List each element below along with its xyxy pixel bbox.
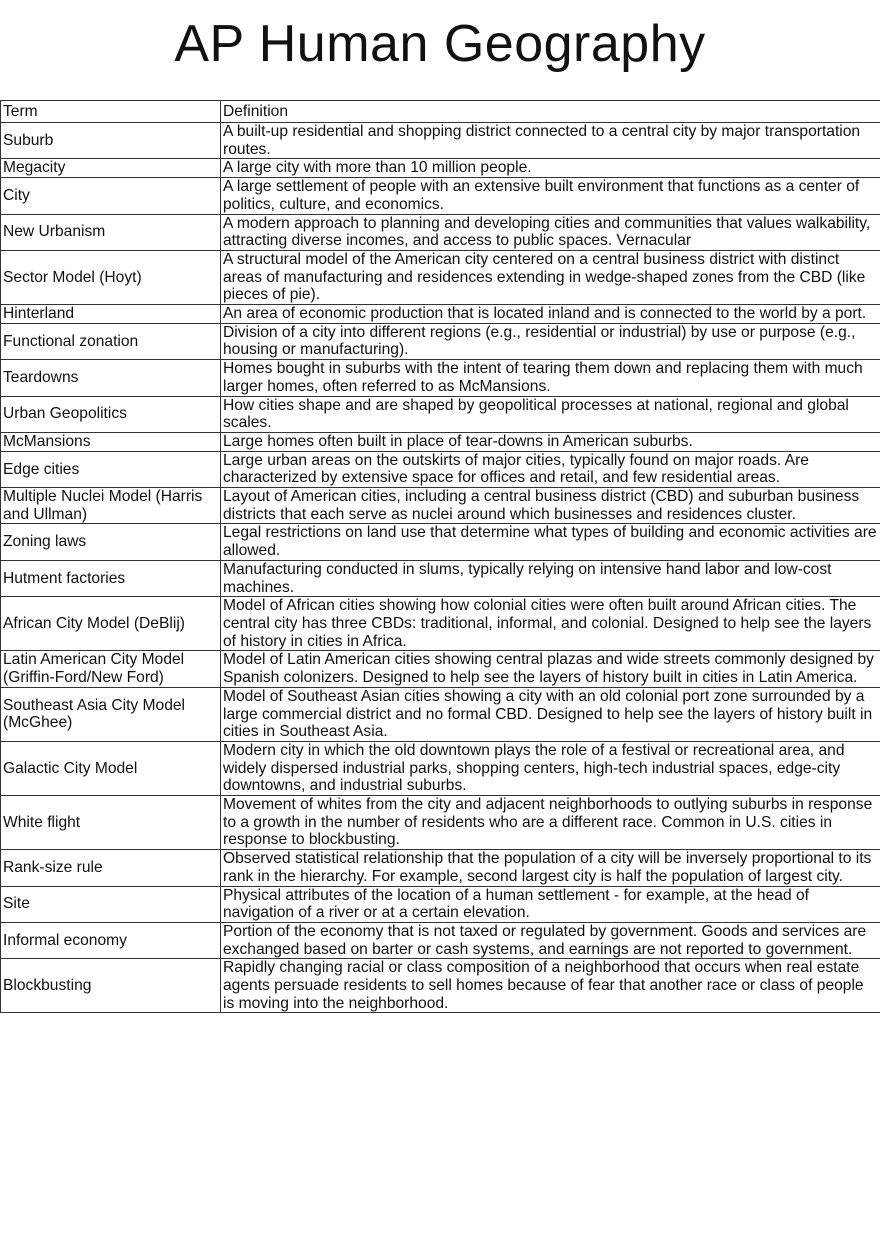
table-row <box>1 305 880 324</box>
table-row <box>1 250 880 304</box>
term-cell: Site <box>1 886 221 922</box>
table-row <box>1 432 880 451</box>
definition-cell: Portion of the economy that is not taxed or regulated by government. Goods and services are exchanged based on barter or cash systems, and earnings are not reported to government. <box>221 922 880 958</box>
term-cell: Urban Geopolitics <box>1 396 221 432</box>
definition-cell: Homes bought in suburbs with the intent of tearing them down and replacing them with much larger homes, often referred to as McMansions. <box>221 360 880 396</box>
table-row <box>1 560 880 596</box>
term-cell: Teardowns <box>1 360 221 396</box>
definition-cell: A modern approach to planning and developing cities and communities that values walkability, attracting diverse incomes, and access to public spaces. Vernacular <box>221 214 880 250</box>
table-row <box>1 524 880 560</box>
definition-cell: Model of Latin American cities showing central plazas and wide streets commonly designed by Spanish colonizers. Designed to help see the layers of history built in cities in Latin America. <box>221 651 880 687</box>
definition-column-header: Definition <box>221 101 880 123</box>
glossary-table <box>0 100 880 1013</box>
definition-cell: Model of African cities showing how colonial cities were often built around African cities. The central city has three CBDs: traditional, informal, and colonial. Designed to help see the layers of history in cities in Africa. <box>221 597 880 651</box>
term-cell: Latin American City Model (Griffin-Ford/New Ford) <box>1 651 221 687</box>
term-cell: Edge cities <box>1 451 221 487</box>
term-cell: Zoning laws <box>1 524 221 560</box>
table-row <box>1 922 880 958</box>
definition-cell: Physical attributes of the location of a human settlement - for example, at the head of navigation of a river or at a certain elevation. <box>221 886 880 922</box>
table-row <box>1 850 880 886</box>
definition-cell: Manufacturing conducted in slums, typically relying on intensive hand labor and low-cost machines. <box>221 560 880 596</box>
term-cell: Megacity <box>1 159 221 178</box>
term-cell: Functional zonation <box>1 323 221 359</box>
definition-cell: Movement of whites from the city and adjacent neighborhoods to outlying suburbs in response to a growth in the number of residents who are a different race. Common in U.S. cities in response to blockbusting. <box>221 796 880 850</box>
definition-cell: Division of a city into different regions (e.g., residential or industrial) by use or purpose (e.g., housing or manufacturing). <box>221 323 880 359</box>
term-cell: Suburb <box>1 123 221 159</box>
table-row <box>1 959 880 1013</box>
definition-cell: Layout of American cities, including a central business district (CBD) and suburban business districts that each serve as nuclei around which businesses and residences cluster. <box>221 488 880 524</box>
term-cell: City <box>1 178 221 214</box>
term-cell: Hinterland <box>1 305 221 324</box>
term-column-header: Term <box>1 101 221 123</box>
definition-cell: A large settlement of people with an extensive built environment that functions as a center of politics, culture, and economics. <box>221 178 880 214</box>
table-row <box>1 886 880 922</box>
term-cell: White flight <box>1 796 221 850</box>
table-row <box>1 323 880 359</box>
term-cell: African City Model (DeBlij) <box>1 597 221 651</box>
table-header-row <box>1 101 880 123</box>
table-row <box>1 597 880 651</box>
definition-cell: Model of Southeast Asian cities showing a city with an old colonial port zone surrounded by a large commercial district and no formal CBD. Designed to help see the layers of history built in cities in Southeast Asia. <box>221 687 880 741</box>
table-row <box>1 178 880 214</box>
definition-cell: A large city with more than 10 million people. <box>221 159 880 178</box>
term-cell: Rank-size rule <box>1 850 221 886</box>
table-row <box>1 360 880 396</box>
definition-cell: Large homes often built in place of tear-downs in American suburbs. <box>221 432 880 451</box>
table-row <box>1 451 880 487</box>
table-row <box>1 488 880 524</box>
term-cell: Multiple Nuclei Model (Harris and Ullman) <box>1 488 221 524</box>
term-cell: Blockbusting <box>1 959 221 1013</box>
table-row <box>1 651 880 687</box>
term-cell: Sector Model (Hoyt) <box>1 250 221 304</box>
term-cell: Informal economy <box>1 922 221 958</box>
table-row <box>1 687 880 741</box>
definition-cell: Legal restrictions on land use that determine what types of building and economic activities are allowed. <box>221 524 880 560</box>
definition-cell: Observed statistical relationship that the population of a city will be inversely proportional to its rank in the hierarchy. For example, second largest city is half the population of largest city. <box>221 850 880 886</box>
term-cell: Galactic City Model <box>1 741 221 795</box>
definition-cell: Large urban areas on the outskirts of major cities, typically found on major roads. Are characterized by extensive space for offices and retail, and few residential areas. <box>221 451 880 487</box>
table-row <box>1 123 880 159</box>
term-cell: New Urbanism <box>1 214 221 250</box>
table-row <box>1 159 880 178</box>
term-cell: Southeast Asia City Model (McGhee) <box>1 687 221 741</box>
definition-cell: How cities shape and are shaped by geopolitical processes at national, regional and global scales. <box>221 396 880 432</box>
table-row <box>1 396 880 432</box>
table-row <box>1 796 880 850</box>
term-cell: Hutment factories <box>1 560 221 596</box>
page-title: AP Human Geography <box>174 15 706 73</box>
term-cell: McMansions <box>1 432 221 451</box>
definition-cell: Rapidly changing racial or class composition of a neighborhood that occurs when real estate agents persuade residents to sell homes because of fear that another race or class of people is moving into the neighborhood. <box>221 959 880 1013</box>
definition-cell: Modern city in which the old downtown plays the role of a festival or recreational area, and widely dispersed industrial parks, shopping centers, high-tech industrial spaces, edge-city downtowns, and industrial suburbs. <box>221 741 880 795</box>
definition-cell: An area of economic production that is located inland and is connected to the world by a port. <box>221 305 880 324</box>
definition-cell: A structural model of the American city centered on a central business district with distinct areas of manufacturing and residences extending in wedge-shaped zones from the CBD (like pieces of pie). <box>221 250 880 304</box>
table-row <box>1 741 880 795</box>
definition-cell: A built-up residential and shopping district connected to a central city by major transportation routes. <box>221 123 880 159</box>
table-row <box>1 214 880 250</box>
glossary-table-body <box>1 101 880 1013</box>
